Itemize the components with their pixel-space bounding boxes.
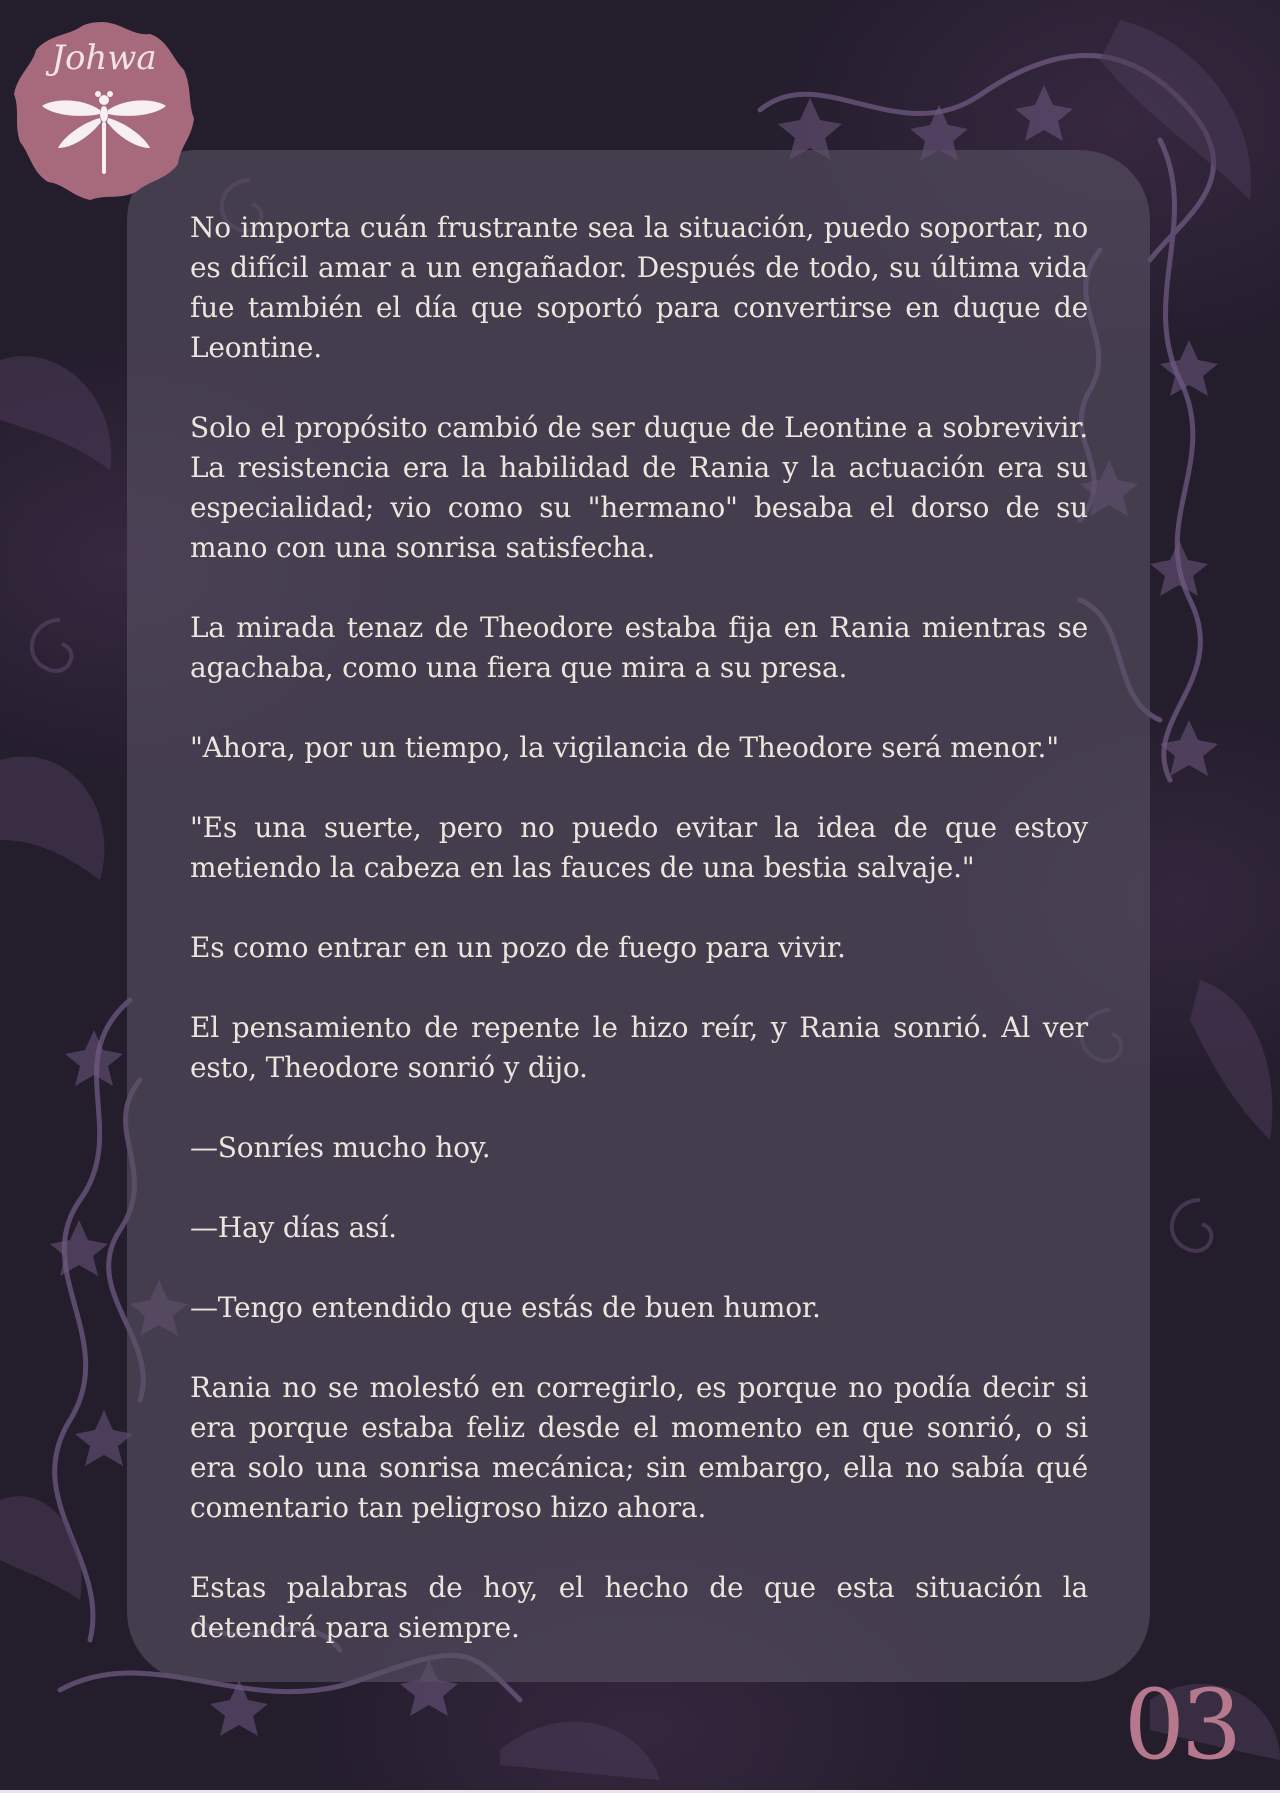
dialogue-line: —Hay días así. [190,1211,397,1244]
story-text [190,208,1088,1648]
paragraph: Es como entrar en un pozo de fuego para vivir. [190,931,846,964]
paragraph: "Ahora, por un tiempo, la vigilancia de Theodore será menor." [190,731,1059,764]
badge-label: Johwa [51,38,157,78]
paragraph: "Es una suerte, pero no puedo evitar la idea de que estoy metiendo la cabeza en las fauces de una bestia salvaje." [190,811,1088,884]
paragraph: La mirada tenaz de Theodore estaba fija en Rania mientras se agachaba, como una fiera que mira a su presa. [190,611,1088,684]
paragraph: Rania no se molestó en corregirlo, es porque no podía decir si era porque estaba feliz desde el momento en que sonrió, o si era solo una sonrisa mecánica; sin embargo, ella no sabía qué comentario tan peligroso hizo ahora. [190,1371,1088,1524]
paragraph: Solo el propósito cambió de ser duque de Leontine a sobrevivir. La resistencia era la habilidad de Rania y la actuación era su especialidad; vio como su "hermano" besaba el dorso de su mano con una sonrisa satisfecha. [190,411,1088,564]
paragraph: Estas palabras de hoy, el hecho de que esta situación la detendrá para siempre. [190,1571,1088,1644]
publisher-badge [12,18,196,202]
paragraph: El pensamiento de repente le hizo reír, y Rania sonrió. Al ver esto, Theodore sonrió y dijo. [190,1011,1088,1084]
dialogue-line: —Tengo entendido que estás de buen humor. [190,1291,821,1324]
paragraph: No importa cuán frustrante sea la situación, puedo soportar, no es difícil amar a un engañador. Después de todo, su última vida fue también el día que soportó para convertirse en duque de Leontine. [190,211,1088,364]
dragonfly-icon [12,18,196,202]
dialogue-line: —Sonríes mucho hoy. [190,1131,491,1164]
page-number: 03 [1123,1669,1239,1781]
